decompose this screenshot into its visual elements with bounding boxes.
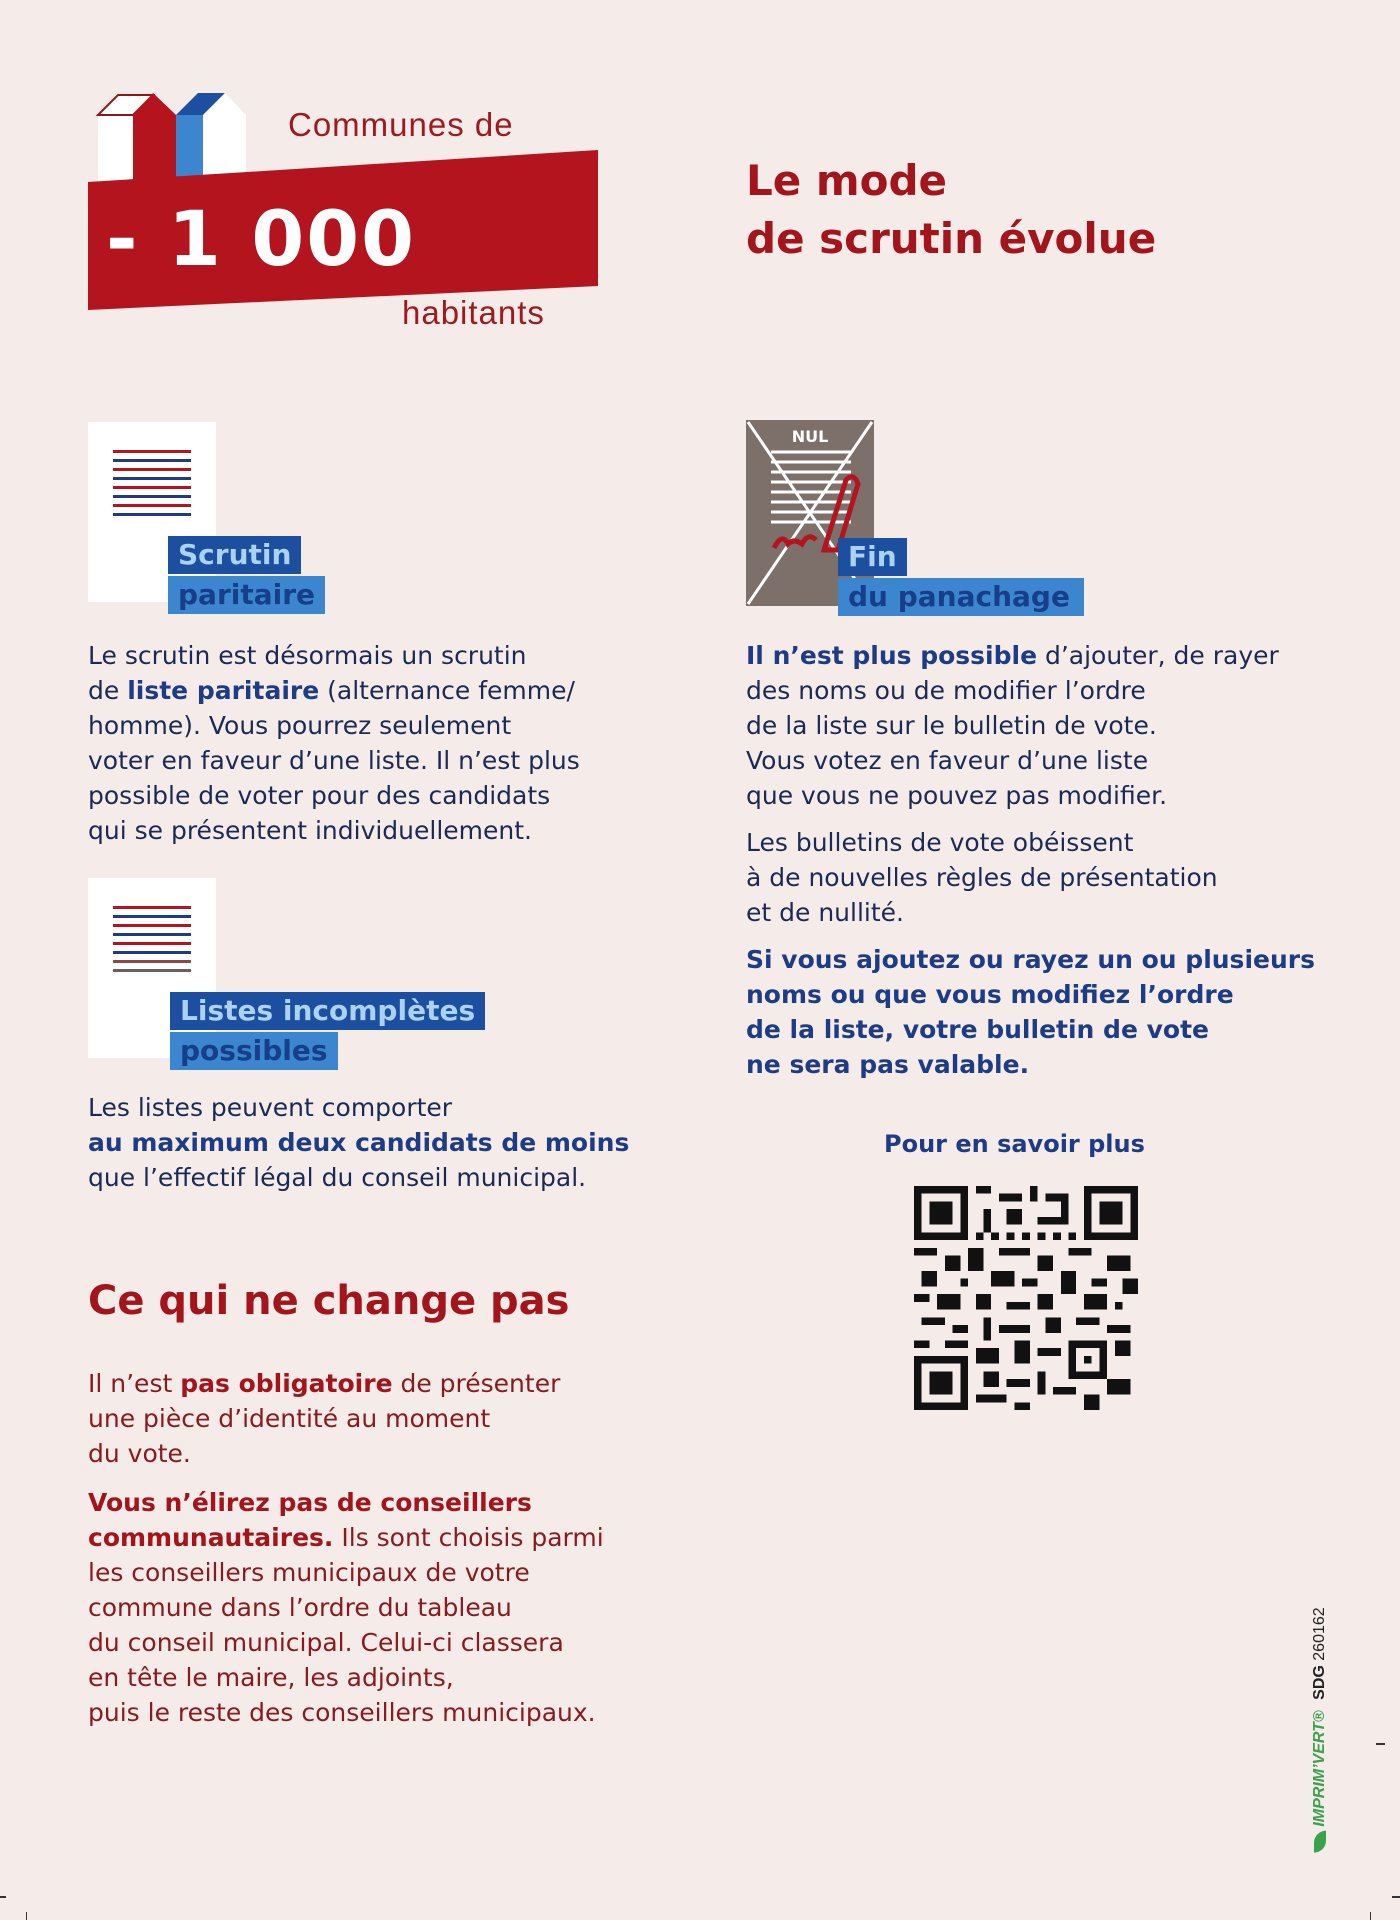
imprim-vert-mark: [1300, 1607, 1340, 1850]
text-line: noms ou que vous modifiez l’ordre: [746, 980, 1234, 1009]
habitants-label: habitants: [402, 294, 545, 331]
text-line: du conseil municipal. Celui-ci classera: [88, 1628, 564, 1657]
population-threshold: - 1 000: [106, 194, 416, 283]
houses-icon: [88, 90, 258, 182]
text-line: [88, 1520, 708, 1555]
text-line: Les listes peuvent comporter: [88, 1093, 453, 1122]
text-line: de la liste sur le bulletin de vote.: [746, 711, 1157, 740]
text-line: Si vous ajoutez ou rayez un ou plusieurs: [746, 945, 1315, 974]
text-line: que l’effectif légal du conseil municipal.: [88, 1163, 587, 1192]
section-title-unchanged: Ce qui ne change pas: [88, 1278, 570, 1324]
text-line: en tête le maire, les adjoints,: [88, 1663, 454, 1692]
title-line-1: Le mode: [746, 156, 948, 205]
striped-document-icon: [88, 878, 216, 1058]
text-line: de la liste, votre bulletin de vote: [746, 1015, 1209, 1044]
qr-code-icon[interactable]: [914, 1186, 1138, 1410]
text-line: une pièce d’identité au moment: [88, 1404, 491, 1433]
tag-scrutin: Scrutin: [168, 536, 301, 574]
tag-paritaire: paritaire: [168, 576, 325, 614]
text-line: Le scrutin est désormais un scrutin: [88, 641, 527, 670]
text-line: [746, 638, 1346, 673]
text-line: commune dans l’ordre du tableau: [88, 1593, 512, 1622]
svg-text:NUL: NUL: [791, 427, 829, 446]
tag-fin: Fin: [838, 538, 907, 576]
bold-conseillers: Vous n’élirez pas de conseillers: [88, 1488, 532, 1517]
text-line: à de nouvelles règles de présentation: [746, 863, 1218, 892]
crop-mark: [0, 1896, 6, 1898]
text-span: Ils sont choisis parmi: [333, 1523, 604, 1552]
crop-mark: [1376, 1743, 1385, 1745]
crop-mark: [26, 1912, 27, 1920]
crop-mark: [1392, 1896, 1400, 1898]
text-line: ne sera pas valable.: [746, 1050, 1030, 1079]
paritaire-text: [88, 638, 668, 848]
text-span: Il n’est: [88, 1369, 181, 1398]
tag-possibles: possibles: [170, 1032, 338, 1070]
communes-logo: [88, 90, 598, 340]
text-line: Vous votez en faveur d’une liste: [746, 746, 1149, 775]
communes-de-label: Communes de: [288, 106, 514, 143]
text-line: et de nullité.: [746, 898, 904, 927]
text-line: voter en faveur d’une liste. Il n’est plus: [88, 746, 580, 775]
text-line: que vous ne pouvez pas modifier.: [746, 781, 1168, 810]
title-line-2: de scrutin évolue: [746, 214, 1157, 263]
text-line: de liste paritaire (alternance femme/: [88, 676, 575, 705]
striped-document-icon: [88, 422, 216, 602]
text-line: possible de voter pour des candidats: [88, 781, 551, 810]
print-code: 260162: [1311, 1607, 1328, 1661]
bold-plus-possible: Il n’est plus possible: [746, 641, 1038, 670]
text-line: Les bulletins de vote obéissent: [746, 828, 1134, 857]
text-span: de présenter: [392, 1369, 561, 1398]
bold-max-deux: au maximum deux candidats de moins: [88, 1128, 630, 1157]
bold-liste-paritaire: liste paritaire: [127, 676, 320, 705]
imprim-vert-label: IMPRIM’VERT®: [1311, 1710, 1328, 1827]
sdg-label: SDG: [1311, 1665, 1328, 1700]
crop-mark: [1370, 1912, 1371, 1920]
warning-text: [746, 942, 1346, 1082]
page-title: [746, 152, 1156, 268]
bold-communautaires: communautaires.: [88, 1523, 334, 1552]
bold-pas-obligatoire: pas obligatoire: [180, 1369, 393, 1398]
text-line: puis le reste des conseillers municipaux.: [88, 1698, 596, 1727]
more-info-label: Pour en savoir plus: [884, 1130, 1145, 1158]
text-line: [88, 1366, 708, 1401]
text-span: d’ajouter, de rayer: [1037, 641, 1279, 670]
listes-text: [88, 1090, 688, 1195]
text-line: des noms ou de modifier l’ordre: [746, 676, 1146, 705]
leaf-icon: [1314, 1831, 1326, 1853]
panachage-text: [746, 638, 1346, 1082]
text-line: du vote.: [88, 1439, 191, 1468]
text-line: qui se présentent individuellement.: [88, 816, 533, 845]
text-line: les conseillers municipaux de votre: [88, 1558, 530, 1587]
unchanged-text: [88, 1366, 708, 1730]
text-line: homme). Vous pourrez seulement: [88, 711, 512, 740]
tag-listes-incompletes: Listes incomplètes: [170, 992, 485, 1030]
tag-du-panachage: du panachage: [838, 578, 1084, 616]
